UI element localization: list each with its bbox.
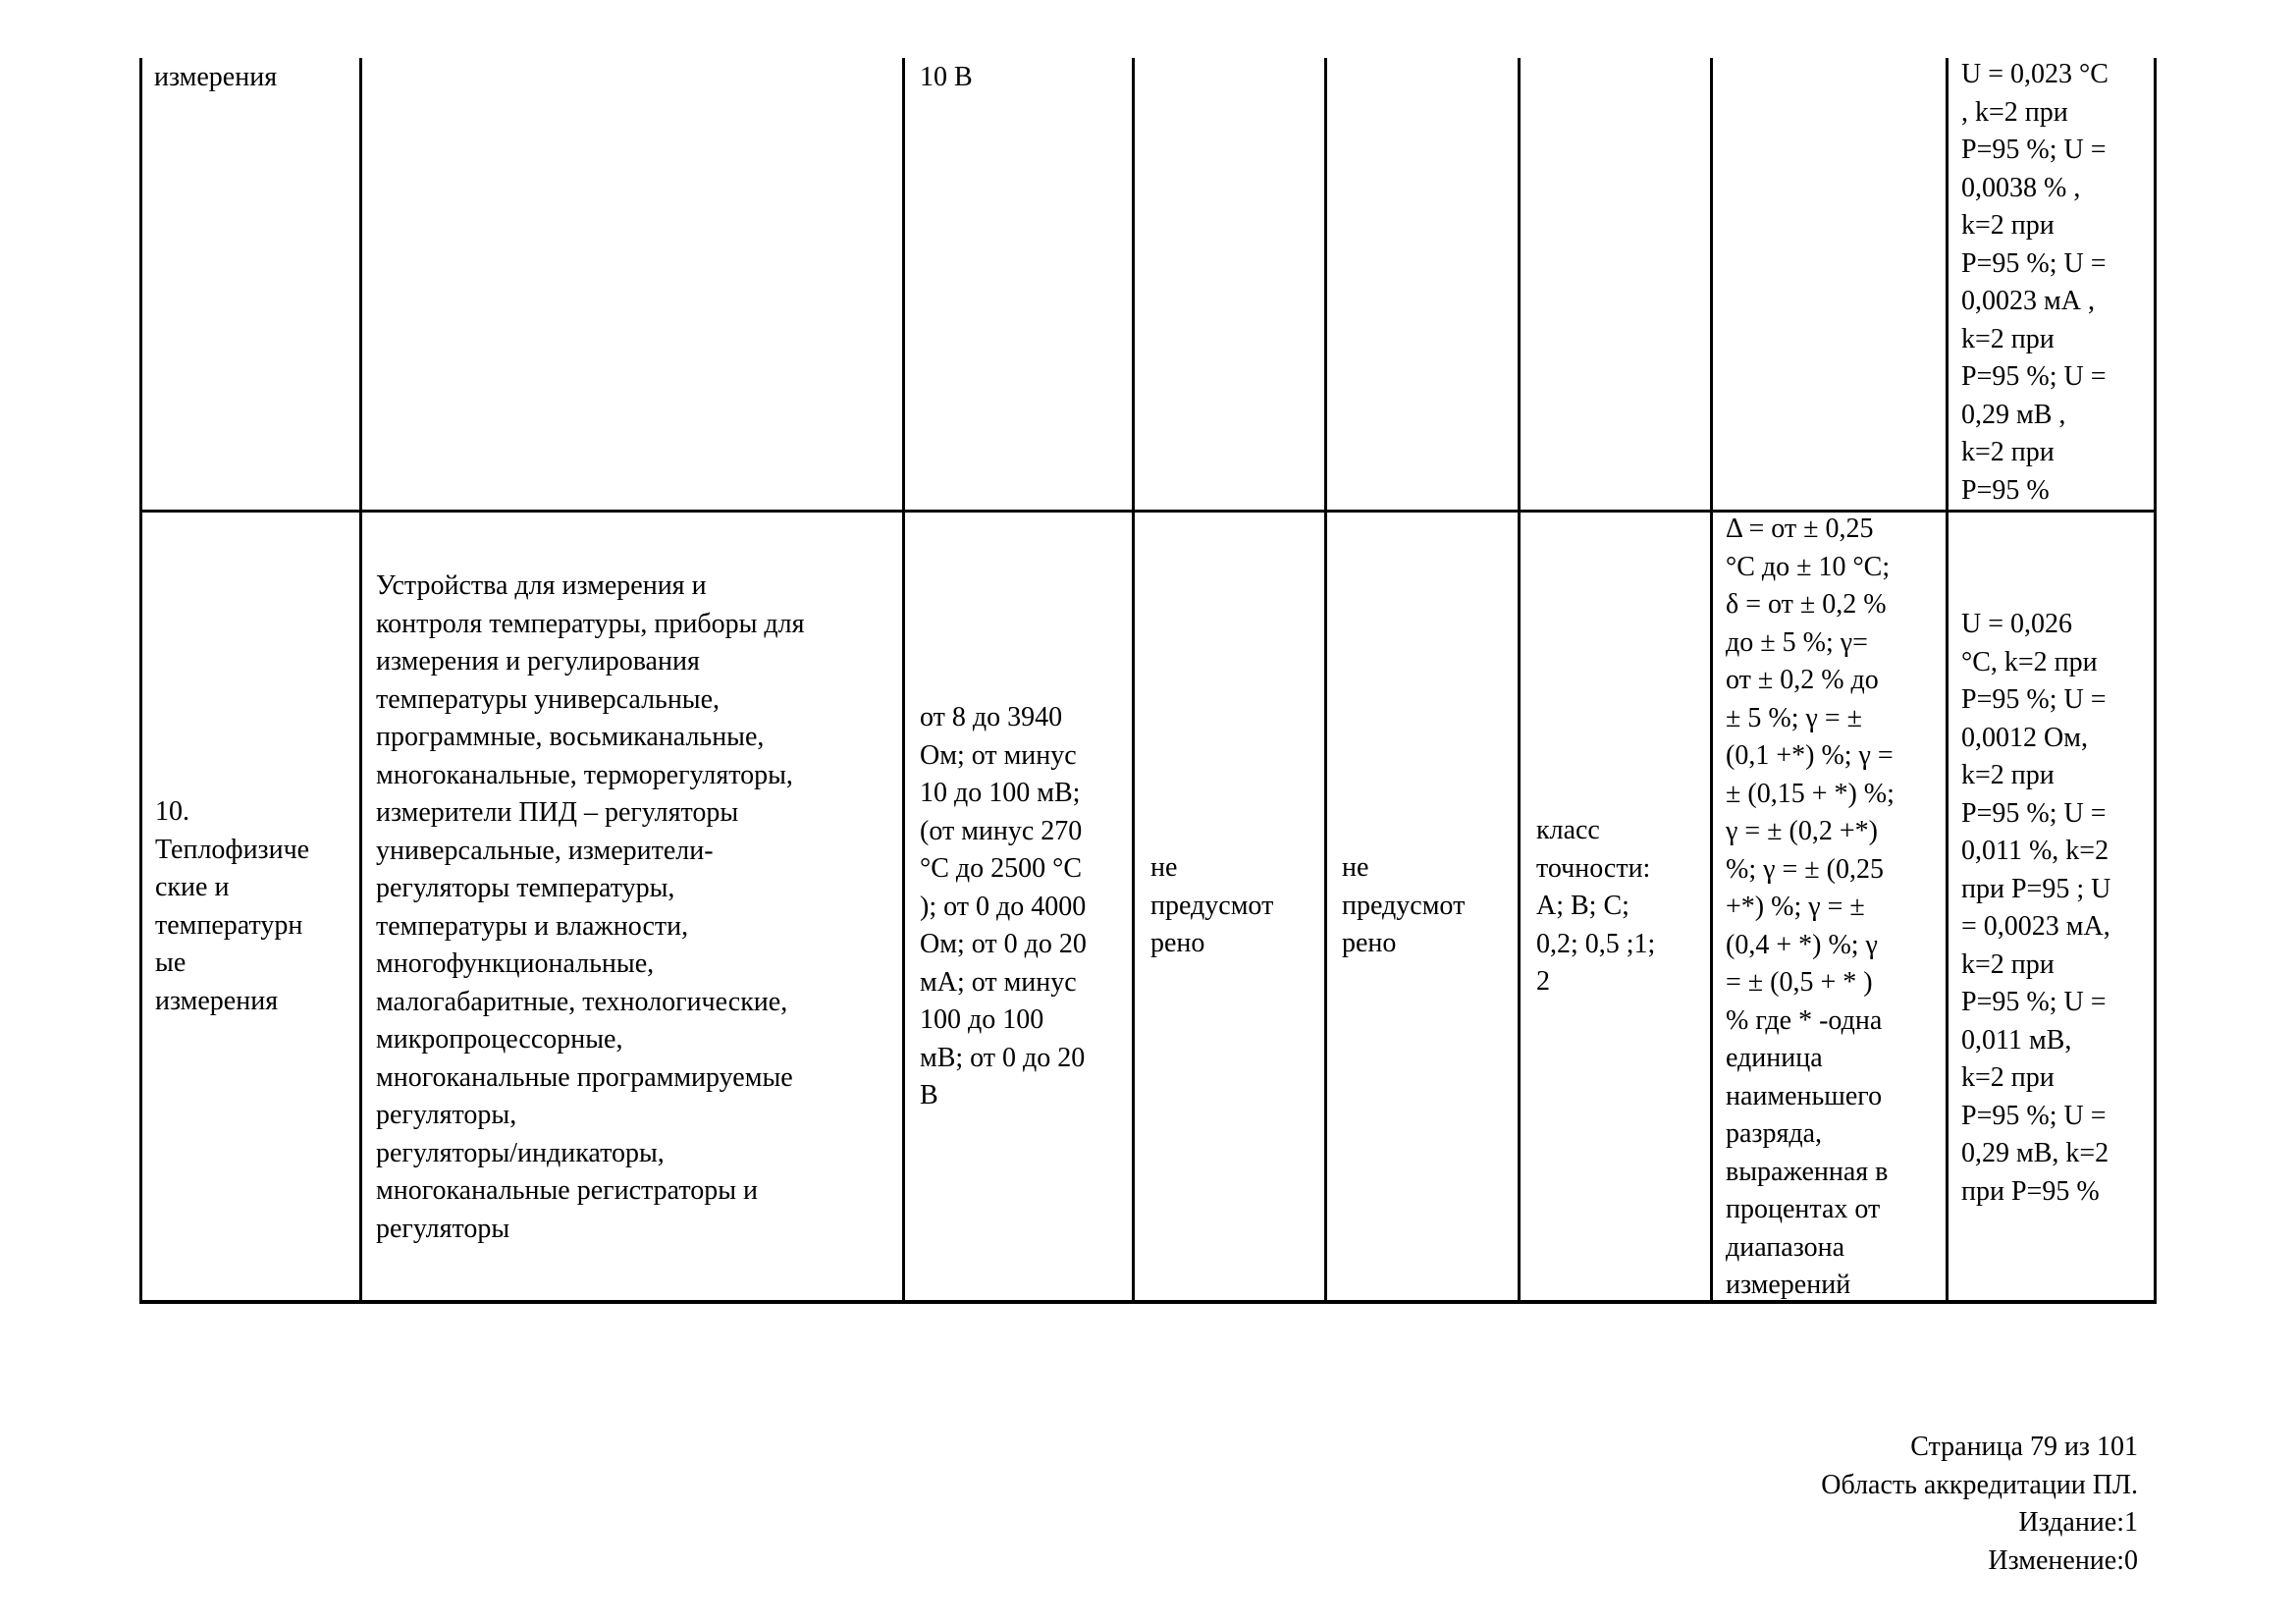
cell-line: от 8 до 3940 bbox=[920, 702, 1063, 732]
column-divider bbox=[1132, 58, 1135, 1303]
document-title: Область аккредитации ПЛ. bbox=[1821, 1469, 2138, 1500]
cell-line: U = 0,023 °C bbox=[1961, 59, 2109, 89]
cell-line: 0,29 мВ, k=2 bbox=[1961, 1138, 2109, 1168]
cell-line: 0,0023 мА , bbox=[1961, 286, 2095, 316]
cell-line: многоканальные, терморегуляторы, bbox=[376, 759, 793, 790]
column-divider bbox=[1518, 58, 1521, 1303]
cell-line: ); от 0 до 4000 bbox=[920, 891, 1087, 922]
cell-line: ские и bbox=[155, 872, 230, 902]
cell-line: k=2 при bbox=[1961, 1062, 2055, 1093]
cell-line: 10 В bbox=[920, 62, 973, 92]
cell-line: +*) %; γ = ± bbox=[1726, 892, 1865, 922]
cell-line: = ± (0,5 + * ) bbox=[1726, 967, 1873, 998]
cell-line: программные, восьмиканальные, bbox=[376, 722, 765, 752]
cell-accuracy-class bbox=[1536, 812, 1655, 1001]
cell-line: ± 5 %; γ = ± bbox=[1726, 702, 1863, 733]
cell-line: диапазона bbox=[1726, 1231, 1845, 1263]
cell-line: мА; от минус bbox=[920, 966, 1077, 998]
cell-line: 2 bbox=[1536, 966, 1550, 997]
cell-uncertainty bbox=[1961, 606, 2110, 1211]
cell-line: 100 до 100 bbox=[920, 1004, 1044, 1035]
cell-line: многоканальные регистраторы и bbox=[376, 1175, 758, 1206]
cell-line: Р=95 %; U = bbox=[1961, 247, 2107, 279]
cell-line: измерители ПИД – регуляторы bbox=[376, 797, 739, 828]
cell-line: % где * -одна bbox=[1726, 1004, 1883, 1036]
cell-line: малогабаритные, технологические, bbox=[376, 986, 788, 1017]
cell-line: разряда, bbox=[1726, 1118, 1823, 1149]
cell-line: А; В; С; bbox=[1536, 891, 1629, 921]
cell-line: Р=95 %; U = bbox=[1961, 987, 2107, 1017]
column-divider bbox=[1946, 58, 1949, 1303]
cell-line: k=2 при bbox=[1961, 948, 2055, 980]
cell-line: Устройства для измерения и bbox=[376, 570, 707, 601]
cell-line: 0,011 мВ, bbox=[1961, 1024, 2072, 1056]
cell-line: U = 0,026 bbox=[1961, 609, 2073, 639]
cell-line: рено bbox=[1342, 928, 1397, 958]
cell-line: выраженная в bbox=[1726, 1156, 1889, 1187]
cell-line: k=2 при bbox=[1961, 210, 2055, 241]
cell-line: k=2 при bbox=[1961, 323, 2055, 354]
table-border-right bbox=[2154, 58, 2157, 1303]
cell-line: Δ = от ± 0,25 bbox=[1726, 514, 1874, 544]
cell-line: Теплофизиче bbox=[155, 834, 310, 865]
cell-line: ые bbox=[155, 947, 187, 978]
cell-line: температурн bbox=[155, 909, 303, 941]
cell-line: единица bbox=[1726, 1043, 1823, 1073]
cell-line: δ = от ± 0,2 % bbox=[1726, 589, 1887, 620]
cell-line: (от минус 270 bbox=[920, 815, 1083, 846]
cell-line: микропроцессорные, bbox=[376, 1024, 623, 1055]
cell-line: °С до ± 10 °С; bbox=[1726, 551, 1891, 582]
cell-line: 0,0012 Ом, bbox=[1961, 722, 2088, 753]
cell-line: k=2 при bbox=[1961, 437, 2055, 467]
cell-line: точности: bbox=[1536, 852, 1651, 884]
cell-objects bbox=[376, 568, 805, 1248]
cell-line: γ = ± (0,2 +*) bbox=[1726, 816, 1878, 846]
cell-line: °С до 2500 °С bbox=[920, 853, 1082, 884]
cell-line: 0,0038 % , bbox=[1961, 172, 2081, 203]
column-divider bbox=[902, 58, 905, 1303]
table-border-left bbox=[139, 58, 142, 1303]
cell-line: регуляторы/индикаторы, bbox=[376, 1137, 665, 1168]
cell-line: °C, k=2 при bbox=[1961, 646, 2098, 677]
edition: Издание:1 bbox=[2018, 1507, 2138, 1538]
cell-area bbox=[154, 59, 277, 97]
cell-line: регуляторы, bbox=[376, 1100, 517, 1130]
cell-line: 0,2; 0,5 ;1; bbox=[1536, 928, 1656, 959]
cell-line: ± (0,15 + *) %; bbox=[1726, 778, 1895, 809]
cell-line: от ± 0,2 % до bbox=[1726, 665, 1879, 695]
cell-range bbox=[920, 699, 1087, 1115]
cell-line: (0,4 + *) %; γ bbox=[1726, 929, 1878, 960]
cell-line: Р=95 %; U = bbox=[1961, 797, 2107, 829]
cell-line: Ом; от минус bbox=[920, 739, 1077, 771]
cell-line: мВ; от 0 до 20 bbox=[920, 1042, 1086, 1073]
cell-line: контроля температуры, приборы для bbox=[376, 608, 805, 639]
cell-range bbox=[920, 59, 973, 97]
cell-line: измерения bbox=[155, 985, 279, 1016]
cell-uncertainty bbox=[1961, 56, 2109, 510]
cell-line: регуляторы температуры, bbox=[376, 873, 675, 903]
cell-error bbox=[1726, 511, 1895, 1305]
cell-area bbox=[155, 793, 309, 1020]
cell-line: измерения и регулирования bbox=[376, 646, 700, 677]
column-divider bbox=[1324, 58, 1327, 1303]
cell-line: 10 до 100 мВ; bbox=[920, 778, 1081, 808]
cell-col4 bbox=[1150, 849, 1273, 963]
cell-line: , k=2 при bbox=[1961, 96, 2068, 128]
cell-line: предусмот bbox=[1150, 890, 1274, 921]
cell-line: 10. bbox=[155, 796, 189, 827]
cell-line: измерений bbox=[1726, 1270, 1851, 1300]
cell-line: при Р=95 % bbox=[1961, 1175, 2100, 1207]
cell-line: В bbox=[920, 1080, 938, 1110]
cell-line: регуляторы bbox=[376, 1213, 510, 1244]
cell-line: рено bbox=[1150, 928, 1205, 958]
cell-line: предусмот bbox=[1342, 890, 1466, 921]
cell-line: Р=95 %; U = bbox=[1961, 1100, 2107, 1131]
cell-line: температуры универсальные, bbox=[376, 683, 721, 715]
cell-col5 bbox=[1342, 849, 1465, 963]
page-footer bbox=[1821, 1429, 2138, 1580]
cell-line: не bbox=[1342, 852, 1369, 883]
cell-line: (0,1 +*) %; γ = bbox=[1726, 740, 1894, 771]
change-number: Изменение:0 bbox=[1988, 1544, 2138, 1576]
cell-line: Ом; от 0 до 20 bbox=[920, 929, 1087, 959]
cell-line: класс bbox=[1536, 815, 1600, 845]
cell-line: Р=95 %; U = bbox=[1961, 684, 2107, 715]
cell-line: температуры и влажности, bbox=[376, 910, 689, 942]
cell-line: 0,011 %, k=2 bbox=[1961, 836, 2109, 866]
cell-line: универсальные, измерители- bbox=[376, 835, 714, 866]
cell-line: многоканальные программируемые bbox=[376, 1061, 793, 1093]
cell-line: Р=95 % bbox=[1961, 474, 2050, 506]
cell-line: не bbox=[1150, 852, 1178, 883]
cell-line: Р=95 %; U = bbox=[1961, 361, 2107, 392]
page-number: Страница 79 из 101 bbox=[1910, 1432, 2138, 1462]
cell-line: Р=95 %; U = bbox=[1961, 135, 2107, 165]
cell-line: многофункциональные, bbox=[376, 948, 655, 979]
cell-line: %; γ = ± (0,25 bbox=[1726, 853, 1884, 885]
column-divider bbox=[1710, 58, 1713, 1303]
cell-line: 0,29 мВ , bbox=[1961, 399, 2066, 430]
cell-line: процентах от bbox=[1726, 1194, 1881, 1224]
cell-line: измерения bbox=[154, 62, 278, 92]
cell-line: = 0,0023 мА, bbox=[1961, 911, 2110, 942]
cell-line: наименьшего bbox=[1726, 1080, 1883, 1111]
cell-line: до ± 5 %; γ= bbox=[1726, 626, 1868, 658]
column-divider bbox=[359, 58, 362, 1303]
cell-line: при Р=95 ; U bbox=[1961, 873, 2111, 904]
cell-line: k=2 при bbox=[1961, 760, 2055, 790]
